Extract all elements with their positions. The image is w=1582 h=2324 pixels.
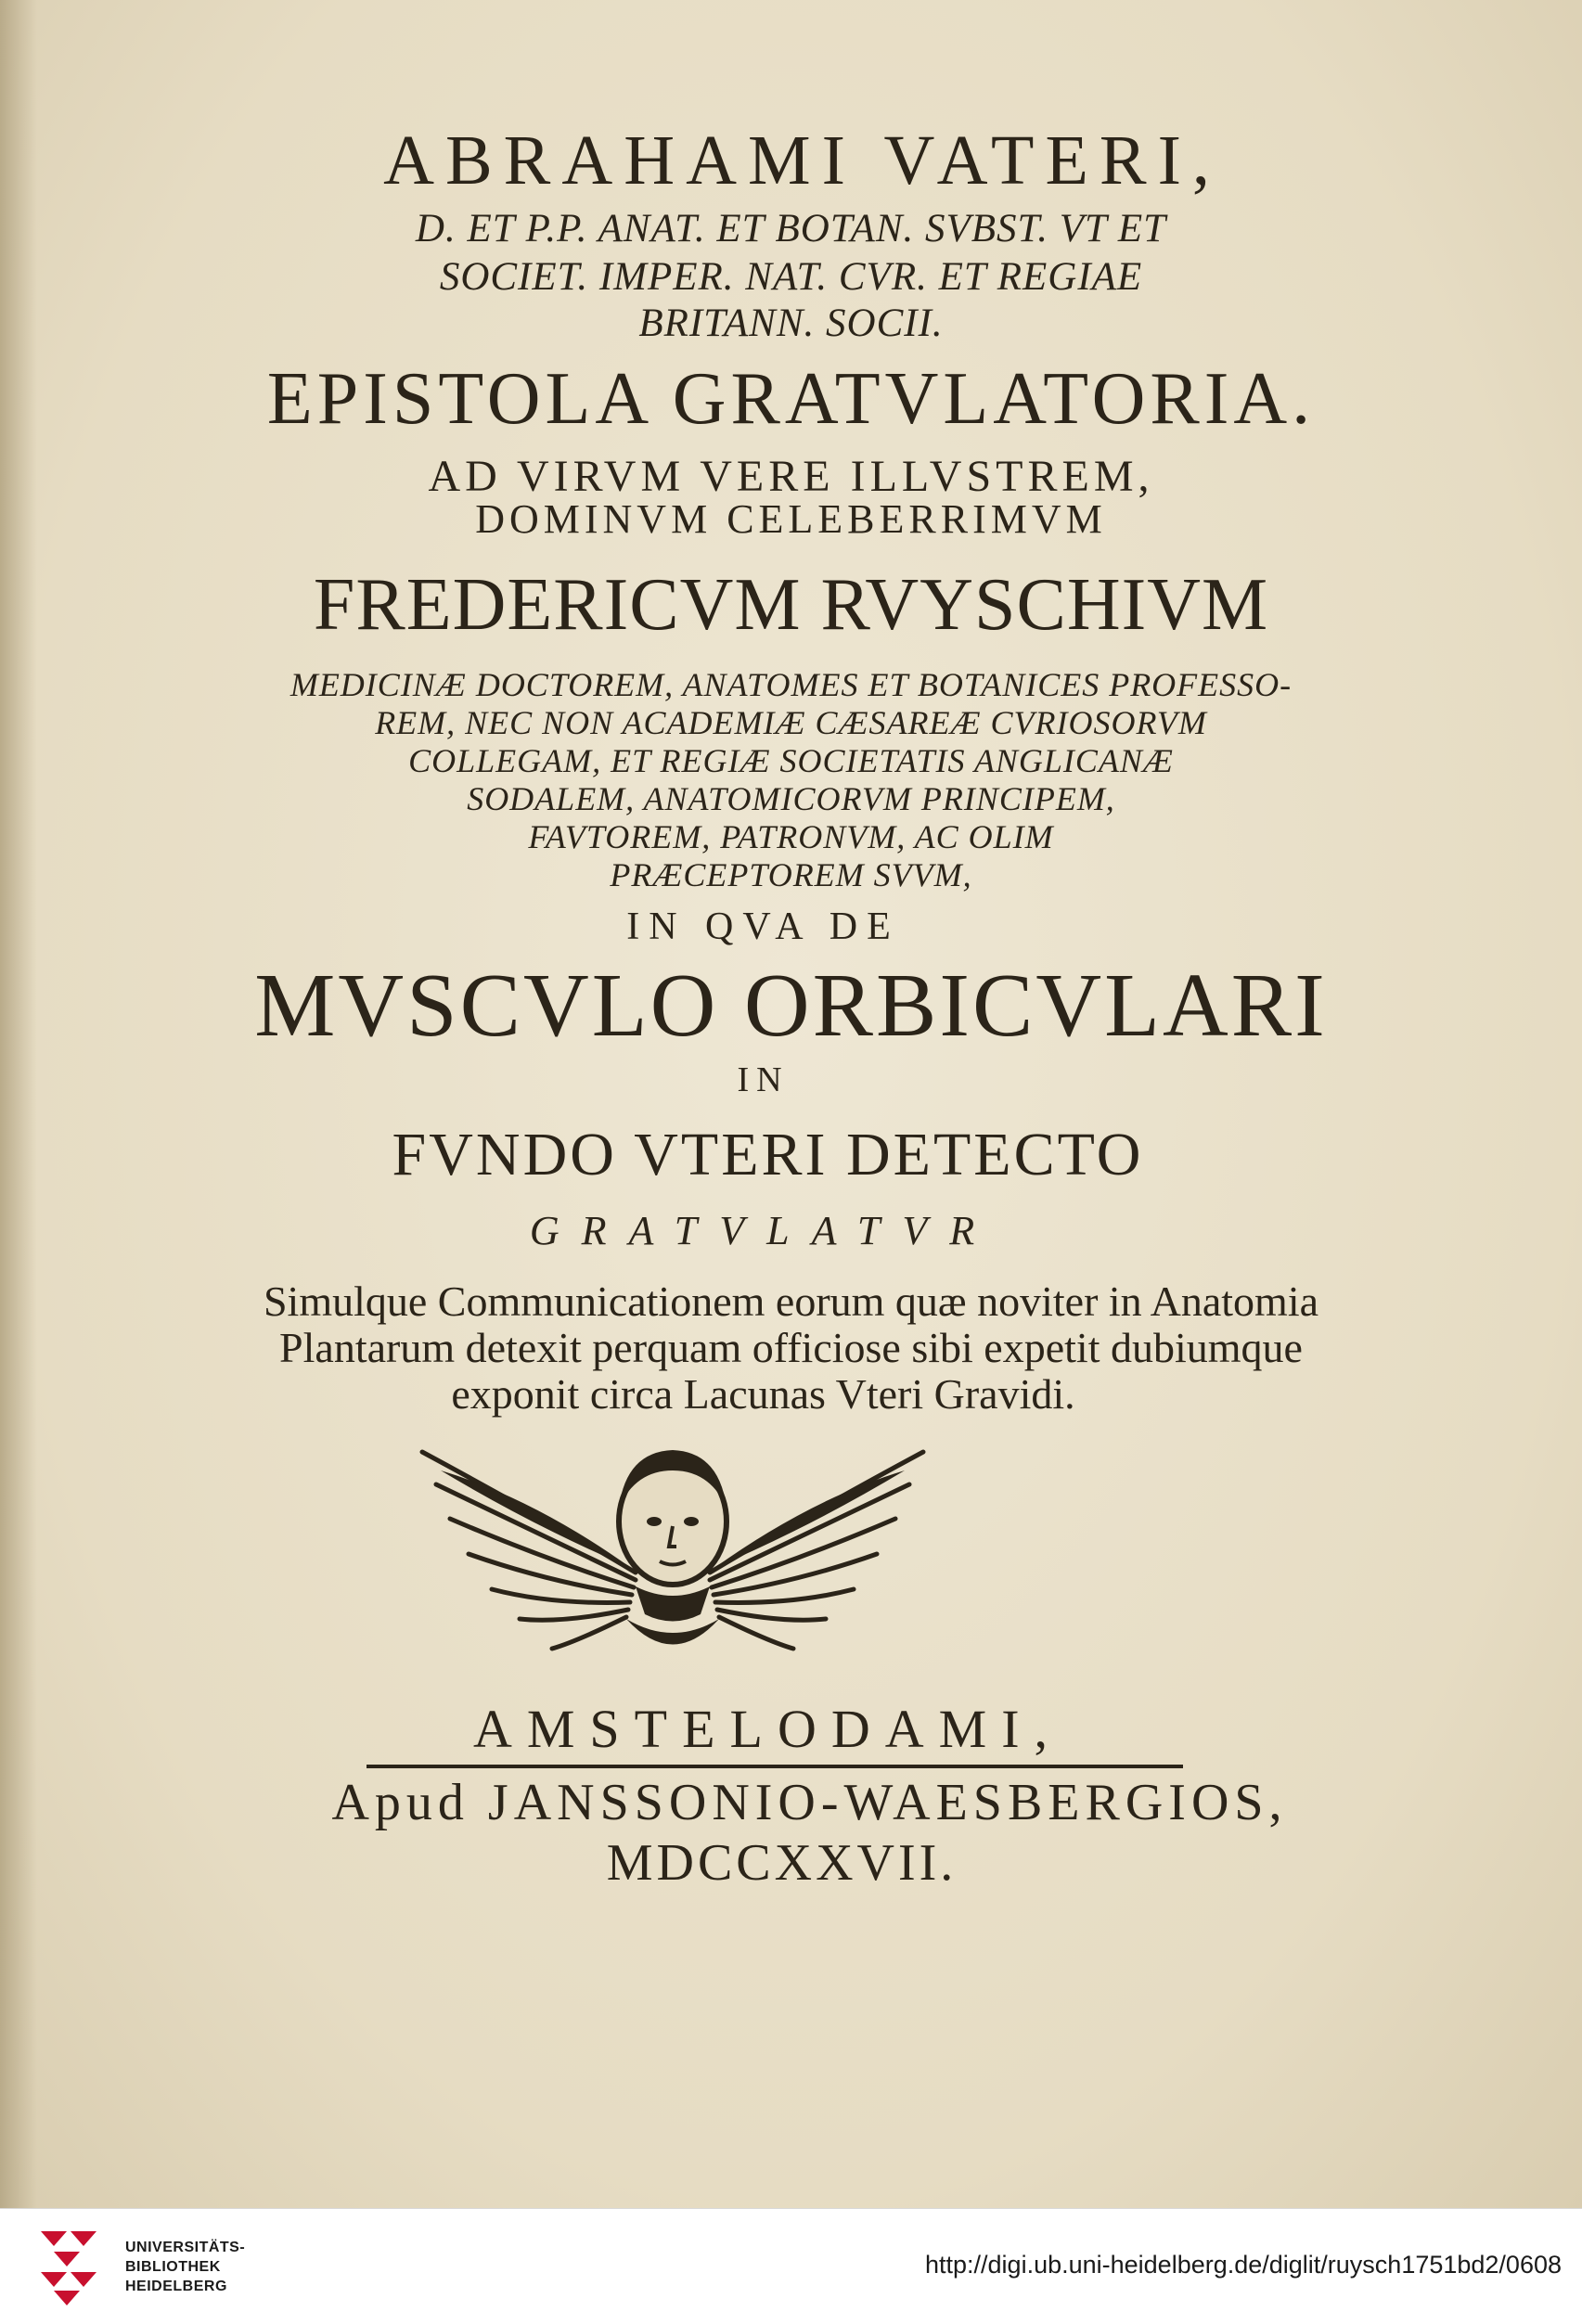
addressee-title-line: MEDICINÆ DOCTOREM, ANATOMES ET BOTANICES PROFESSO- [289, 666, 1293, 703]
imprint-rule [367, 1765, 1183, 1768]
imprint-publisher: Apud JANSSONIO-WAESBERGIOS, [331, 1774, 1288, 1831]
addressee-intro-line: AD VIRVM VERE ILLVSTREM, [428, 452, 1154, 501]
gratulatur: GRATVLATVR [529, 1208, 997, 1253]
addressee-title-line: SODALEM, ANATOMICORVM PRINCIPEM, [467, 780, 1115, 817]
description-line: exponit circa Lacunas Vteri Gravidi. [451, 1370, 1075, 1418]
library-logo-icon [35, 2226, 109, 2307]
subject-main: MVSCVLO ORBICVLARI [254, 956, 1328, 1056]
library-name-line: HEIDELBERG [125, 2279, 227, 2294]
description-line: Plantarum detexit perquam officiose sibi expetit dubiumque [279, 1324, 1303, 1371]
author-title-line: BRITANN. SOCII. [638, 302, 944, 345]
library-name-line: BIBLIOTHEK [125, 2259, 221, 2275]
cherub-ornament [413, 1433, 932, 1670]
addressee-title-line: REM, NEC NON ACADEMIÆ CÆSAREÆ CVRIOSORVM [375, 704, 1207, 741]
addressee-title-line: COLLEGAM, ET REGIÆ SOCIETATIS ANGLICANÆ [408, 742, 1174, 779]
description-line: Simulque Communicationem eorum quæ noviter in Anatomia [263, 1278, 1319, 1325]
in-qua-de: IN QVA DE [626, 905, 900, 948]
library-footer [0, 2208, 1582, 2324]
epistola-heading: EPISTOLA GRATVLATORIA. [266, 358, 1316, 440]
author-name: ABRAHAMI VATERI, [383, 122, 1221, 199]
in-line: IN [737, 1060, 790, 1099]
addressee-intro-line: DOMINVM CELEBERRIMVM [475, 496, 1107, 542]
library-name [125, 2238, 245, 2296]
addressee-name: FREDERICVM RVYSCHIVM [313, 564, 1269, 646]
source-url-link[interactable]: http://digi.ub.uni-heidelberg.de/diglit/ruysch1751bd2/0608 [925, 2251, 1562, 2279]
author-title-line: D. ET P.P. ANAT. ET BOTAN. SVBST. VT ET [415, 207, 1167, 250]
library-name-line: UNIVERSITÄTS- [125, 2240, 246, 2255]
subject-second: FVNDO VTERI DETECTO [392, 1121, 1144, 1188]
imprint-place: AMSTELODAMI, [472, 1699, 1063, 1759]
imprint-year: MDCCXXVII. [606, 1834, 958, 1892]
addressee-title-line: PRÆCEPTOREM SVVM, [610, 856, 972, 893]
addressee-title-line: FAVTOREM, PATRONVM, AC OLIM [528, 818, 1054, 855]
author-title-line: SOCIET. IMPER. NAT. CVR. ET REGIAE [439, 255, 1143, 299]
